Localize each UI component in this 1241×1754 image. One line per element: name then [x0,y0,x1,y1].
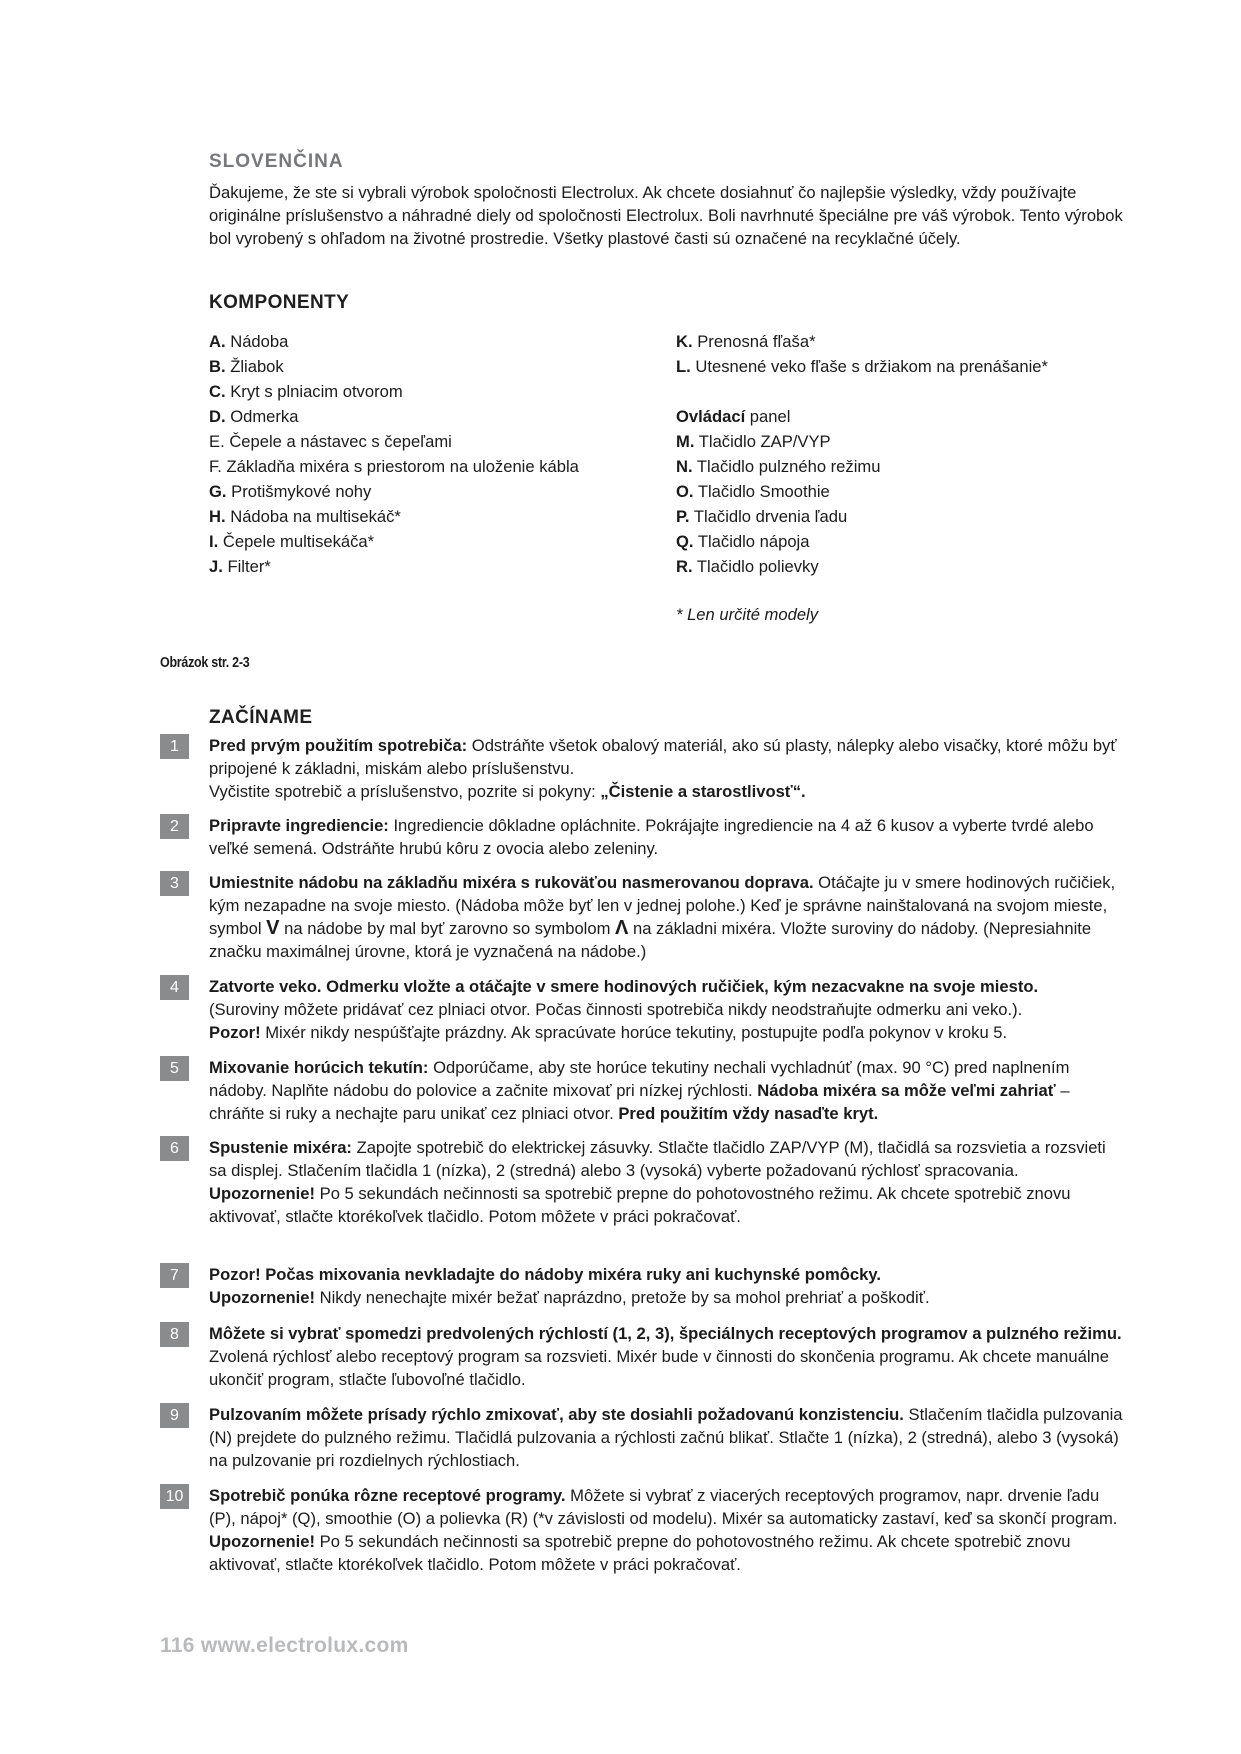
components-title: KOMPONENTY [209,292,350,313]
component-item-a: A. Nádoba [209,332,289,351]
step-5: Mixovanie horúcich tekutín: Odporúčame, aby ste horúce tekutiny nechali vychladnúť (max. 90 °C) pred naplnením nádoby. Naplňte nádobu do polovice a začnite mixovať pri nízkej rýchlosti. Nádoba mixéra sa môže veľmi zahriať – chráňte si ruky a nechajte paru unikať cez plniaci otvor. Pred použitím vždy nasaďte kryt. [209,1058,1070,1123]
step-6: Spustenie mixéra: Zapojte spotrebič do elektrickej zásuvky. Stlačte tlačidlo ZAP/VYP (M), tlačidlá sa rozsvietia a rozsvieti sa displej. Stlačením tlačidla 1 (nízka), 2 (stredná) alebo 3 (vysoká) vyberte požadovanú rýchlosť spracovania. Upozornenie! Po 5 sekundách nečinnosti sa spotrebič prepne do pohotovostného režimu. Ak chcete spotrebič znovu aktivovať, stlačte ktorékoľvek tlačidlo. Potom môžete v práci pokračovať. [209,1138,1106,1226]
control-panel-heading: Ovládací panel [676,407,791,426]
step-4: Zatvorte veko. Odmerku vložte a otáčajte v smere hodinových ručičiek, kým nezacvakne na svoje miesto. (Suroviny môžete pridávať cez plniaci otvor. Počas činnosti spotrebiča nikdy neodstraňujte odmerku ani veko.). Pozor! Mixér nikdy nespúšťajte prázdny. Ak spracúvate horúce tekutiny, postupujte podľa pokynov v kroku 5. [209,977,1039,1042]
step-1: Pred prvým použitím spotrebiča: Odstráňte všetok obalový materiál, ako sú plasty, nálepky alebo visačky, ktoré môžu byť pripojené k základni, miskám alebo príslušenstvu. Vyčistite spotrebič a príslušenstvo, pozrite si pokyny: „Čistenie a starostlivosť“. [209,736,1117,801]
component-item-k: K. Prenosná fľaša* [676,332,816,351]
step-number-badge: 9 [160,1403,189,1428]
panel-item-o: O. Tlačidlo Smoothie [676,482,830,501]
components-list-right [676,329,1048,379]
component-item-d: D. Odmerka [209,407,299,426]
panel-item-p: P. Tlačidlo drvenia ľadu [676,507,848,526]
step-number-badge: 3 [160,871,189,896]
footer-url[interactable]: www.electrolux.com [200,1634,409,1657]
models-note: * Len určité modely [676,605,819,624]
page-footer [160,1634,409,1657]
step-9: Pulzovaním môžete prísady rýchlo zmixovať, aby ste dosiahli požadovanú konzistenciu. Stlačením tlačidla pulzovania (N) prejdete do pulzného režimu. Tlačidlá pulzovania a rýchlosti začnú blikať. Stlačte 1 (nízka), 2 (stredná), alebo 3 (vysoká) na pulzovanie pri rozdielnych rýchlostiach. [209,1405,1123,1470]
component-item-j: J. Filter* [209,557,271,576]
step-number-badge: 4 [160,975,189,1000]
caret-symbol-icon: Λ [615,917,629,939]
step-number-badge: 6 [160,1136,189,1161]
step-number-badge: 5 [160,1056,189,1081]
control-panel-list [676,404,880,579]
figure-reference: Obrázok str. 2-3 [160,655,250,671]
components-list-left [209,329,579,579]
panel-item-m: M. Tlačidlo ZAP/VYP [676,432,831,451]
component-item-c: C. Kryt s plniacim otvorom [209,382,403,401]
step-8: Môžete si vybrať spomedzi predvolených rýchlostí (1, 2, 3), špeciálnych receptových programov a pulzného režimu. Zvolená rýchlosť alebo receptový program sa rozsvieti. Mixér bude v činnosti do skončenia programu. Ak chcete manuálne ukončiť program, stlačte ľubovoľné tlačidlo. [209,1324,1122,1389]
step-number-badge: 10 [160,1484,189,1509]
step-number-badge: 7 [160,1263,189,1288]
panel-item-n: N. Tlačidlo pulzného režimu [676,457,881,476]
step-10: Spotrebič ponúka rôzne receptové programy. Môžete si vybrať z viacerých receptových programov, napr. drvenie ľadu (P), nápoj* (Q), smoothie (O) a polievka (R) (*v závislosti od modelu). Mixér sa automaticky zastaví, keď sa skončí program. Upozornenie! Po 5 sekundách nečinnosti sa spotrebič prepne do pohotovostného režimu. Ak chcete spotrebič znovu aktivovať, stlačte ktorékoľvek tlačidlo. Potom môžete v práci pokračovať. [209,1486,1118,1574]
step-number-badge: 2 [160,814,189,839]
component-item-i: I. Čepele multisekáča* [209,532,375,551]
component-item-g: G. Protišmykové nohy [209,482,372,501]
component-item-e: E. Čepele a nástavec s čepeľami [209,432,452,451]
panel-item-q: Q. Tlačidlo nápoja [676,532,810,551]
step-3: Umiestnite nádobu na základňu mixéra s rukoväťou nasmerovanou doprava. Otáčajte ju v smere hodinových ručičiek, kým nezapadne na svoje miesto. (Nádoba môže byť len v jednej polohe.) Keď je správne nainštalovaná na svojom mieste, symbol V na nádobe by mal byť zarovno so symbolom Λ na základni mixéra. Vložte suroviny do nádoby. (Nepresiahnite značku maximálnej úrovne, ktorá je vyznačená na nádobe.) [209,873,1116,961]
component-item-f: F. Základňa mixéra s priestorom na uloženie kábla [209,457,579,476]
step-number-badge: 1 [160,734,189,759]
step-2: Pripravte ingrediencie: Ingrediencie dôkladne opláchnite. Pokrájajte ingrediencie na 4 až 6 kusov a vyberte tvrdé alebo veľké semená. Odstráňte hrubú kôru z ovocia alebo zeleniny. [209,816,1094,858]
step-7: Pozor! Počas mixovania nevkladajte do nádoby mixéra ruky ani kuchynské pomôcky. Upozornenie! Nikdy nenechajte mixér bežať naprázdno, pretože by sa mohol prehriať a poškodiť. [209,1265,930,1307]
component-item-l: L. Utesnené veko fľaše s držiakom na prenášanie* [676,357,1048,376]
component-item-h: H. Nádoba na multisekáč* [209,507,401,526]
step-number-badge: 8 [160,1322,189,1347]
page-number: 116 [160,1634,195,1657]
component-item-b: B. Žliabok [209,357,284,376]
getting-started-title: ZAČÍNAME [209,707,313,728]
language-title: SLOVENČINA [209,151,344,172]
panel-item-r: R. Tlačidlo polievky [676,557,819,576]
intro-paragraph: Ďakujeme, že ste si vybrali výrobok spoločnosti Electrolux. Ak chcete dosiahnuť čo najlepšie výsledky, vždy používajte originálne príslušenstvo a náhradné diely od spoločnosti Electrolux. Boli navrhnuté špeciálne pre váš výrobok. Tento výrobok bol vyrobený s ohľadom na životné prostredie. Všetky plastové časti sú označené na recyklačné účely. [209,183,1123,248]
v-symbol-icon: V [266,917,280,939]
